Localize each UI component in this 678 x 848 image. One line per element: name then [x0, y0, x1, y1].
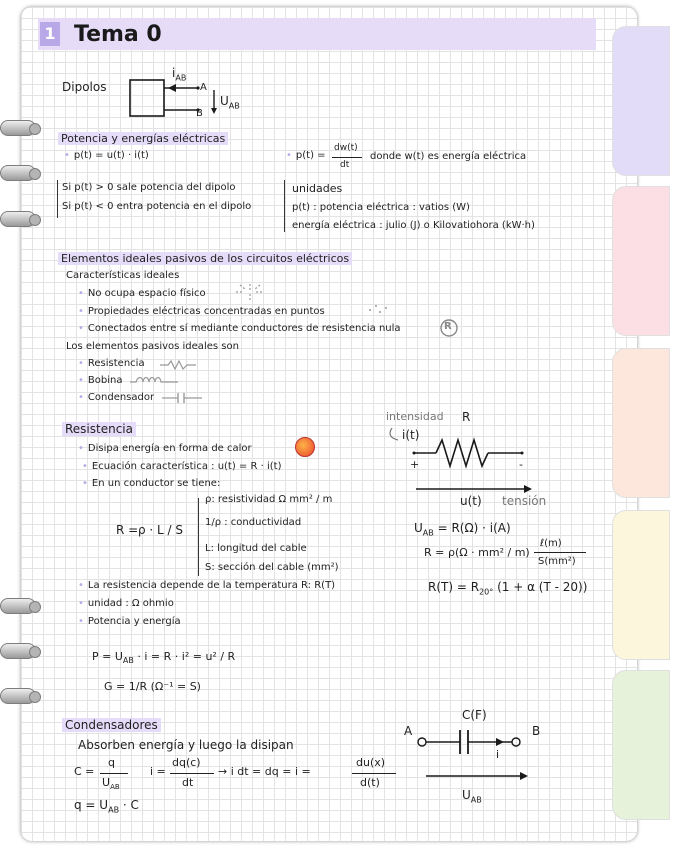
r-units-lhs: R = [424, 546, 445, 559]
tab-yellow[interactable] [612, 510, 670, 660]
space-burst-icon [232, 282, 268, 302]
binder-ring [0, 643, 36, 659]
r-definition: ρ: resistividad Ω mm² / m [205, 494, 333, 505]
cap-current-label: i [496, 748, 500, 761]
tab-peach[interactable] [612, 348, 670, 498]
power-derivative-lhs: • p(t) = [286, 150, 326, 161]
potencia-heading: Potencia y energías eléctricas [58, 132, 228, 145]
power-rule-negative: Si p(t) < 0 entra potencia en el dipolo [62, 201, 252, 212]
du-num: du(x) [356, 756, 386, 769]
diagram-r-label: R [462, 410, 471, 424]
condensadores-item: Absorben energía y luego la disipan [78, 738, 294, 752]
points-dots-icon [366, 302, 390, 318]
potencia-formula: • p(t) = u(t) · i(t) [64, 150, 149, 161]
cap-voltage-label: $U_{AB}$ [462, 788, 482, 805]
i-formula-lhs: i = [150, 765, 166, 778]
diagram-minus: - [519, 458, 523, 471]
resistencia-item: • La resistencia depende de la temperatura R: R(T) [78, 580, 335, 591]
resistencia-item: • En un conductor se tiene: [82, 478, 220, 489]
i-chain: → i dt = dq = i = [218, 765, 311, 778]
resistencia-item: • Disipa energía en forma de calor [78, 443, 252, 454]
q-equation: $q = U_{AB} \cdot C$ [74, 798, 139, 815]
fraction-bar [332, 157, 362, 158]
dipolos-label: Dipolos [62, 80, 107, 94]
r-definition: S: sección del cable (mm²) [205, 562, 339, 573]
conductance-formula: G = 1/R (Ω⁻¹ = S) [104, 680, 201, 693]
resistencia-item: • Ecuación característica : u(t) = R · i(t) [82, 461, 281, 472]
fraction-bar [534, 552, 586, 553]
caracteristica-item: • Conectados entre sí mediante conductores de resistencia nula [78, 323, 401, 334]
uab-equation: $U_{AB} = R(\Omega) \cdot i(A)$ [414, 521, 511, 538]
r-units-section: S(mm²) [538, 556, 576, 567]
i-formula-den: dt [182, 776, 194, 789]
fraction-bar [170, 773, 214, 774]
diagram-tension-label: tensión [502, 494, 547, 508]
cap-node-a: A [404, 724, 413, 738]
dipole-current-label: $i_{AB}$ [172, 66, 187, 83]
unit-power: p(t) : potencia eléctrica : vatios (W) [292, 202, 470, 213]
dipole-node-b: B [196, 108, 203, 119]
elementos-pasivos-heading: Los elementos pasivos ideales son [66, 341, 239, 352]
element-type: • Condensador [78, 392, 154, 403]
resistencia-item: • unidad : Ω ohmio [78, 598, 174, 609]
fraction-bar [352, 773, 396, 774]
hot-face-emoji-icon [295, 437, 315, 457]
c-formula-lhs: C = [74, 765, 95, 778]
power-derivative-num: dw(t) [334, 143, 358, 153]
r-units-rho: ρ(Ω · mm² / m) [448, 546, 530, 559]
power-note: donde w(t) es energía eléctrica [370, 151, 527, 162]
condensadores-heading: Condensadores [62, 718, 161, 732]
chapter-number: 1 [40, 22, 60, 46]
diagram-u-label: u(t) [460, 494, 482, 508]
r-definition: L: longitud del cable [205, 543, 307, 554]
resistencia-item: • Potencia y energía [78, 616, 181, 627]
fraction-bar [100, 773, 128, 774]
r-formula: ρ · L / S [138, 523, 184, 537]
r-formula-lhs: R = [116, 523, 139, 537]
du-den: d(t) [360, 776, 380, 789]
resistencia-heading: Resistencia [62, 422, 136, 436]
diagram-plus: + [410, 458, 420, 471]
units-heading: unidades [292, 182, 343, 195]
dipole-voltage-label: $U_{AB}$ [220, 94, 240, 111]
rt-equation: $R(T) = R_{20^\circ}$ (1 + α (T - 20)) [428, 580, 588, 597]
divider-line [57, 180, 58, 218]
power-formula: $P = U_{AB} \cdot i = R \cdot i^2 = u^2 / R$ [92, 650, 236, 666]
binder-ring [0, 211, 36, 227]
power-derivative-den: dt [340, 160, 350, 170]
capacitor-circuit-diagram [412, 728, 542, 788]
binder-ring [0, 165, 36, 181]
binder-ring [0, 120, 36, 136]
inductor-symbol-icon [130, 376, 178, 386]
resistor-symbol-icon [160, 360, 196, 370]
element-type: • Resistencia [78, 358, 145, 369]
tab-purple[interactable] [612, 26, 670, 176]
i-formula-num: dq(c) [172, 756, 201, 769]
r-units-length: ℓ(m) [540, 538, 562, 549]
tab-green[interactable] [612, 670, 670, 820]
intensidad-label: intensidad [386, 410, 444, 423]
divider-line [284, 180, 285, 232]
divider-line [198, 498, 199, 576]
elementos-heading: Elementos ideales pasivos de los circuitos eléctricos [58, 252, 352, 265]
caracteristica-item: • Propiedades eléctricas concentradas en puntos [78, 306, 325, 317]
r-definition: 1/ρ : conductividad [205, 517, 302, 528]
element-type: • Bobina [78, 375, 122, 386]
registered-symbol-letter: R [444, 321, 452, 332]
caracteristicas-heading: Características ideales [66, 270, 180, 281]
c-formula-num: q [108, 756, 115, 769]
page-title: Tema 0 [74, 22, 162, 47]
cap-node-b: B [532, 724, 541, 738]
unit-energy: energía eléctrica : julio (J) o Kilovatiohora (kW·h) [292, 220, 535, 231]
diagram-current-label: i(t) [402, 428, 420, 442]
caracteristica-item: • No ocupa espacio físico [78, 288, 206, 299]
binder-ring [0, 598, 36, 614]
tab-pink[interactable] [612, 186, 670, 336]
binder-ring [0, 688, 36, 704]
cap-label: C(F) [462, 708, 487, 722]
c-formula-den: $U_{AB}$ [102, 776, 120, 792]
power-rule-positive: Si p(t) > 0 sale potencia del dipolo [62, 182, 236, 193]
capacitor-symbol-icon [162, 392, 202, 404]
dipole-node-a: A [200, 82, 207, 93]
